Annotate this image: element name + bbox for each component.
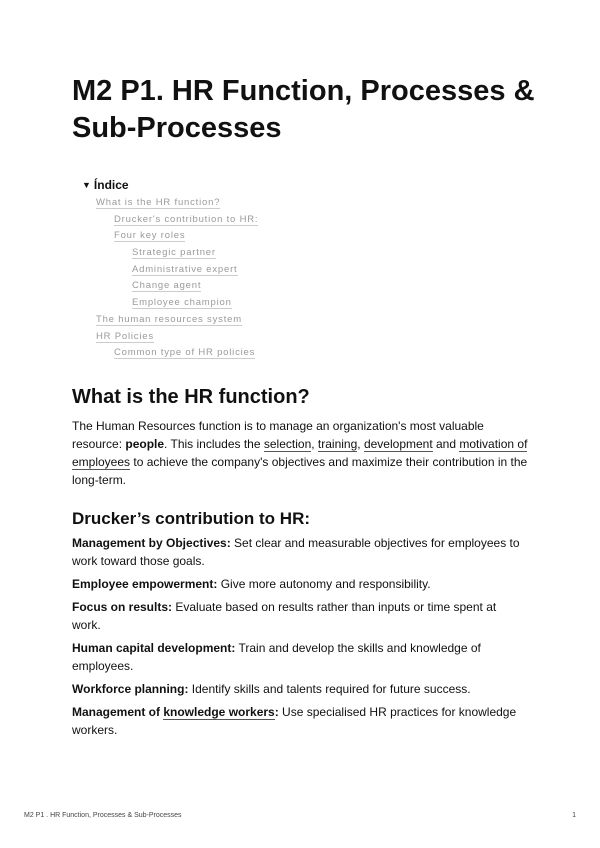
toc-item-label: Drucker's contribution to HR: — [114, 213, 259, 225]
text: and — [432, 437, 460, 451]
drucker-item — [72, 575, 528, 593]
toc-item[interactable] — [82, 262, 382, 279]
section-heading-hr-function: What is the HR function? — [72, 386, 310, 408]
toc-item[interactable] — [82, 195, 382, 212]
toc-toggle[interactable] — [82, 177, 382, 195]
table-of-contents — [82, 177, 382, 362]
drucker-item — [72, 639, 528, 675]
toc-item[interactable] — [82, 228, 382, 245]
toc-item[interactable] — [82, 345, 382, 362]
item-term: Management by Objectives: — [72, 536, 231, 550]
item-desc: Use specialised HR practices for knowledge workers. — [72, 705, 517, 737]
page-title: M2 P1. HR Function, Processes & Sub-Processes — [72, 75, 535, 144]
text: , — [357, 437, 364, 451]
drucker-list — [72, 534, 528, 744]
drucker-item — [72, 598, 528, 634]
item-term: Human capital development: — [72, 641, 236, 655]
toc-item[interactable] — [82, 245, 382, 262]
toc-heading: Índice — [93, 178, 129, 192]
page-number: 1 — [572, 812, 576, 819]
item-desc: Evaluate based on results rather than inputs or time spent at work. — [72, 600, 497, 632]
term-prefix: Management of — [72, 705, 164, 719]
toc-item[interactable] — [82, 312, 382, 329]
toc-item-label: Common type of HR policies — [114, 347, 256, 359]
toc-item-label: Administrative expert — [132, 263, 238, 275]
toc-item-label: Change agent — [132, 280, 202, 292]
text: . This includes the — [164, 437, 264, 451]
item-term: Workforce planning: — [72, 682, 189, 696]
section-heading-drucker: Drucker’s contribution to HR: — [72, 509, 311, 528]
item-term: Employee empowerment: — [72, 577, 218, 591]
toc-list — [82, 195, 382, 362]
link-training[interactable]: training — [317, 437, 358, 451]
text: The Human Resources function is to manage an organization's most valuable resource: — [72, 419, 484, 451]
toc-item-label: Four key roles — [114, 230, 186, 242]
toc-item-label: HR Policies — [96, 330, 154, 342]
drucker-item-knowledge-workers — [72, 703, 528, 739]
drucker-item — [72, 534, 528, 570]
triangle-down-icon: ▼ — [82, 180, 91, 190]
toc-item-label: Employee champion — [132, 297, 232, 309]
toc-item[interactable] — [82, 295, 382, 312]
text: , — [311, 437, 318, 451]
bold-people: people — [125, 437, 165, 451]
footer-title: M2 P1 . HR Function, Processes & Sub-Processes — [24, 812, 182, 819]
item-desc: Give more autonomy and responsibility. — [217, 577, 431, 591]
link-motivation[interactable]: motivation of employees — [72, 437, 528, 469]
toc-item-label: The human resources system — [96, 313, 242, 325]
item-term: Focus on results: — [72, 600, 173, 614]
toc-item[interactable] — [82, 329, 382, 346]
hr-function-paragraph — [72, 417, 528, 489]
page-footer — [24, 812, 576, 819]
link-selection[interactable]: selection — [263, 437, 312, 451]
link-development[interactable]: development — [363, 437, 433, 451]
text: to achieve the company's objectives and maximize their contribution in the long-term. — [72, 455, 528, 487]
item-desc: Identify skills and talents required for future success. — [188, 682, 471, 696]
item-desc: Train and develop the skills and knowledge of employees. — [72, 641, 481, 673]
toc-item[interactable] — [82, 278, 382, 295]
toc-item-label: What is the HR function? — [96, 197, 221, 208]
term-colon: : — [274, 705, 279, 719]
link-knowledge-workers[interactable]: knowledge workers — [163, 705, 275, 719]
toc-item-label: Strategic partner — [132, 247, 216, 259]
toc-item[interactable] — [82, 212, 382, 229]
item-desc: Set clear and measurable objectives for employees to work toward those goals. — [72, 536, 520, 568]
drucker-item — [72, 680, 528, 698]
